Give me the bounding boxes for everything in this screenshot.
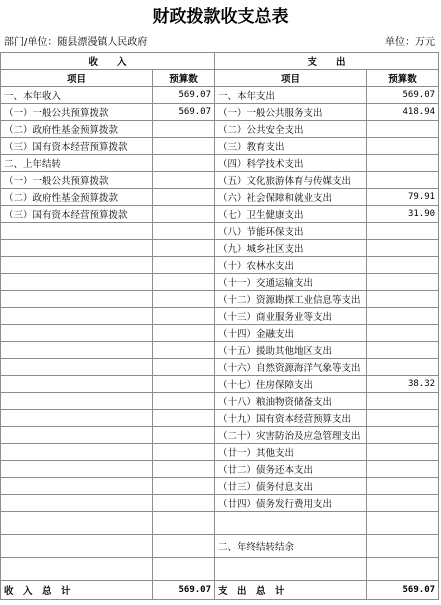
- income-value-cell: 569.07: [153, 581, 215, 600]
- table-row: [1, 427, 439, 444]
- expense-value-cell: [367, 172, 439, 189]
- table-row: [1, 461, 439, 478]
- expense-item-cell: [215, 512, 367, 535]
- expense-value-cell: [367, 291, 439, 308]
- expense-value-cell: 418.94: [367, 104, 439, 121]
- income-item-cell: [1, 512, 153, 535]
- income-item-cell: [1, 427, 153, 444]
- expense-value-cell: [367, 393, 439, 410]
- income-item-cell: [1, 274, 153, 291]
- income-item-cell: 收 入 总 计: [1, 581, 153, 600]
- expense-item-cell: [215, 558, 367, 581]
- table-row: [1, 155, 439, 172]
- expense-value-cell: 569.07: [367, 87, 439, 104]
- expense-value-cell: [367, 308, 439, 325]
- expense-item-cell: 支 出 总 计: [215, 581, 367, 600]
- table-row: [1, 410, 439, 427]
- expense-item-cell: （一）一般公共服务支出: [215, 104, 367, 121]
- expense-value-cell: [367, 427, 439, 444]
- income-item-cell: [1, 308, 153, 325]
- income-value-cell: [153, 189, 215, 206]
- income-item-cell: （三）国有资本经营预算拨款: [1, 206, 153, 223]
- income-item-cell: [1, 410, 153, 427]
- income-value-cell: [153, 393, 215, 410]
- expense-item-cell: （廿三）债务付息支出: [215, 478, 367, 495]
- income-value-cell: [153, 410, 215, 427]
- income-item-cell: 二、上年结转: [1, 155, 153, 172]
- expense-value-cell: 569.07: [367, 581, 439, 600]
- income-item-cell: [1, 342, 153, 359]
- expense-item-header: 项目: [215, 70, 367, 87]
- table-row: [1, 257, 439, 274]
- income-value-cell: [153, 206, 215, 223]
- income-value-cell: [153, 240, 215, 257]
- income-value-cell: [153, 376, 215, 393]
- income-value-cell: [153, 478, 215, 495]
- expense-item-cell: （十七）住房保障支出: [215, 376, 367, 393]
- income-item-cell: [1, 558, 153, 581]
- table-row: [1, 172, 439, 189]
- income-item-cell: [1, 478, 153, 495]
- income-item-cell: （一）一般公共预算拨款: [1, 104, 153, 121]
- expense-value-cell: [367, 325, 439, 342]
- income-value-cell: [153, 155, 215, 172]
- income-item-cell: 一、本年收入: [1, 87, 153, 104]
- expense-item-cell: （五）文化旅游体育与传媒支出: [215, 172, 367, 189]
- income-value-cell: [153, 325, 215, 342]
- carry-row: [1, 535, 439, 558]
- table-row: [1, 291, 439, 308]
- expense-item-cell: （廿二）债务还本支出: [215, 461, 367, 478]
- table-row: [1, 308, 439, 325]
- table-row: [1, 121, 439, 138]
- table-row: [1, 444, 439, 461]
- page-title: 财政拨款收支总表: [152, 7, 289, 27]
- expense-item-cell: （六）社会保障和就业支出: [215, 189, 367, 206]
- income-item-cell: [1, 376, 153, 393]
- table-row: [1, 138, 439, 155]
- expense-value-cell: [367, 155, 439, 172]
- expense-item-cell: （廿一）其他支出: [215, 444, 367, 461]
- expense-item-cell: （四）科学技术支出: [215, 155, 367, 172]
- unit-label: 单位：万元: [385, 37, 435, 48]
- table-row: [1, 206, 439, 223]
- income-value-cell: [153, 558, 215, 581]
- income-value-cell: [153, 257, 215, 274]
- expense-item-cell: （十三）商业服务业等支出: [215, 308, 367, 325]
- expense-value-cell: [367, 138, 439, 155]
- expense-value-cell: [367, 274, 439, 291]
- income-item-cell: （二）政府性基金预算拨款: [1, 121, 153, 138]
- table-row: [1, 189, 439, 206]
- expense-item-cell: 二、年终结转结余: [215, 535, 367, 558]
- income-item-cell: [1, 535, 153, 558]
- expense-value-cell: [367, 461, 439, 478]
- expense-value-cell: 79.91: [367, 189, 439, 206]
- expense-item-cell: （十四）金融支出: [215, 325, 367, 342]
- income-item-cell: （三）国有资本经营预算拨款: [1, 138, 153, 155]
- income-value-cell: [153, 461, 215, 478]
- expense-value-cell: [367, 558, 439, 581]
- expense-value-cell: [367, 257, 439, 274]
- blank-row: [1, 558, 439, 581]
- department-label: 部门/单位：随县漂漫镇人民政府: [4, 37, 148, 48]
- income-item-cell: [1, 393, 153, 410]
- expense-value-cell: [367, 240, 439, 257]
- income-value-cell: [153, 274, 215, 291]
- expense-budget-header: 预算数: [367, 70, 439, 87]
- expense-value-cell: [367, 359, 439, 376]
- expense-value-cell: [367, 121, 439, 138]
- budget-table: [0, 52, 439, 600]
- expense-value-cell: [367, 223, 439, 240]
- table-row: [1, 223, 439, 240]
- table-row: [1, 87, 439, 104]
- expense-value-cell: [367, 410, 439, 427]
- expense-value-cell: 38.32: [367, 376, 439, 393]
- expense-item-cell: （十二）资源勘探工业信息等支出: [215, 291, 367, 308]
- column-header-row: [1, 70, 439, 87]
- income-item-cell: [1, 444, 153, 461]
- table-row: [1, 393, 439, 410]
- income-item-cell: （二）政府性基金预算拨款: [1, 189, 153, 206]
- expense-item-cell: （十九）国有资本经营预算支出: [215, 410, 367, 427]
- table-row: [1, 342, 439, 359]
- income-item-cell: [1, 461, 153, 478]
- expense-value-cell: 31.90: [367, 206, 439, 223]
- expense-item-cell: （十）农林水支出: [215, 257, 367, 274]
- table-row: [1, 478, 439, 495]
- income-item-cell: [1, 223, 153, 240]
- income-value-cell: [153, 121, 215, 138]
- expense-item-cell: （九）城乡社区支出: [215, 240, 367, 257]
- income-item-header: 项目: [1, 70, 153, 87]
- expense-item-cell: （七）卫生健康支出: [215, 206, 367, 223]
- expense-item-cell: （十八）粮油物资储备支出: [215, 393, 367, 410]
- expense-header: 支 出: [215, 53, 439, 70]
- income-value-cell: [153, 444, 215, 461]
- expense-value-cell: [367, 342, 439, 359]
- expense-item-cell: （廿四）债务发行费用支出: [215, 495, 367, 512]
- income-item-cell: [1, 359, 153, 376]
- income-header: 收 入: [1, 53, 215, 70]
- expense-value-cell: [367, 535, 439, 558]
- income-item-cell: （一）一般公共预算拨款: [1, 172, 153, 189]
- table-row: [1, 376, 439, 393]
- table-row: [1, 240, 439, 257]
- expense-item-cell: （二）公共安全支出: [215, 121, 367, 138]
- income-item-cell: [1, 257, 153, 274]
- table-row: [1, 495, 439, 512]
- income-budget-header: 预算数: [153, 70, 215, 87]
- income-value-cell: [153, 291, 215, 308]
- income-value-cell: [153, 495, 215, 512]
- income-value-cell: [153, 359, 215, 376]
- expense-value-cell: [367, 495, 439, 512]
- income-value-cell: [153, 308, 215, 325]
- income-item-cell: [1, 291, 153, 308]
- expense-value-cell: [367, 444, 439, 461]
- expense-item-cell: （十六）自然资源海洋气象等支出: [215, 359, 367, 376]
- expense-value-cell: [367, 512, 439, 535]
- table-row: [1, 104, 439, 121]
- income-value-cell: [153, 512, 215, 535]
- expense-item-cell: （三）教育支出: [215, 138, 367, 155]
- income-value-cell: [153, 172, 215, 189]
- income-value-cell: [153, 535, 215, 558]
- expense-item-cell: （十一）交通运输支出: [215, 274, 367, 291]
- income-value-cell: [153, 342, 215, 359]
- table-row: [1, 325, 439, 342]
- expense-item-cell: （十五）援助其他地区支出: [215, 342, 367, 359]
- blank-row: [1, 512, 439, 535]
- table-row: [1, 359, 439, 376]
- expense-item-cell: 一、本年支出: [215, 87, 367, 104]
- expense-item-cell: （二十）灾害防治及应急管理支出: [215, 427, 367, 444]
- income-value-cell: 569.07: [153, 104, 215, 121]
- income-value-cell: [153, 138, 215, 155]
- total-row: [1, 581, 439, 600]
- income-item-cell: [1, 240, 153, 257]
- section-header-row: [1, 53, 439, 70]
- income-value-cell: 569.07: [153, 87, 215, 104]
- income-item-cell: [1, 495, 153, 512]
- expense-item-cell: （八）节能环保支出: [215, 223, 367, 240]
- income-value-cell: [153, 427, 215, 444]
- income-item-cell: [1, 325, 153, 342]
- expense-value-cell: [367, 478, 439, 495]
- income-value-cell: [153, 223, 215, 240]
- table-row: [1, 274, 439, 291]
